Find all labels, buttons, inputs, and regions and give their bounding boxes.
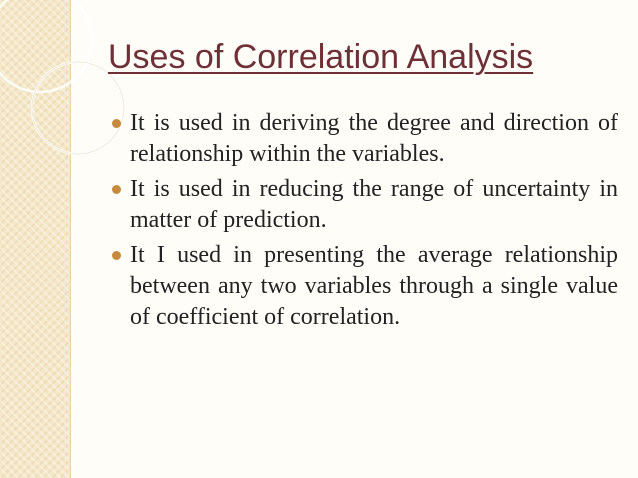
bullet-dot-icon xyxy=(112,185,121,194)
bullet-item xyxy=(112,174,618,236)
bullet-dot-icon xyxy=(112,251,121,260)
bullet-text: It is used in deriving the degree and direction of relationship within the variables. xyxy=(130,110,618,167)
bullet-item xyxy=(112,240,618,333)
bullet-list xyxy=(112,108,618,337)
bullet-dot-icon xyxy=(112,119,121,128)
slide-title: Uses of Correlation Analysis xyxy=(108,38,534,76)
bullet-item xyxy=(112,108,618,170)
bullet-text: It I used in presenting the average relationship between any two variables through a single value of coefficient of correlation. xyxy=(130,242,618,330)
bullet-text: It is used in reducing the range of uncertainty in matter of prediction. xyxy=(130,176,618,233)
